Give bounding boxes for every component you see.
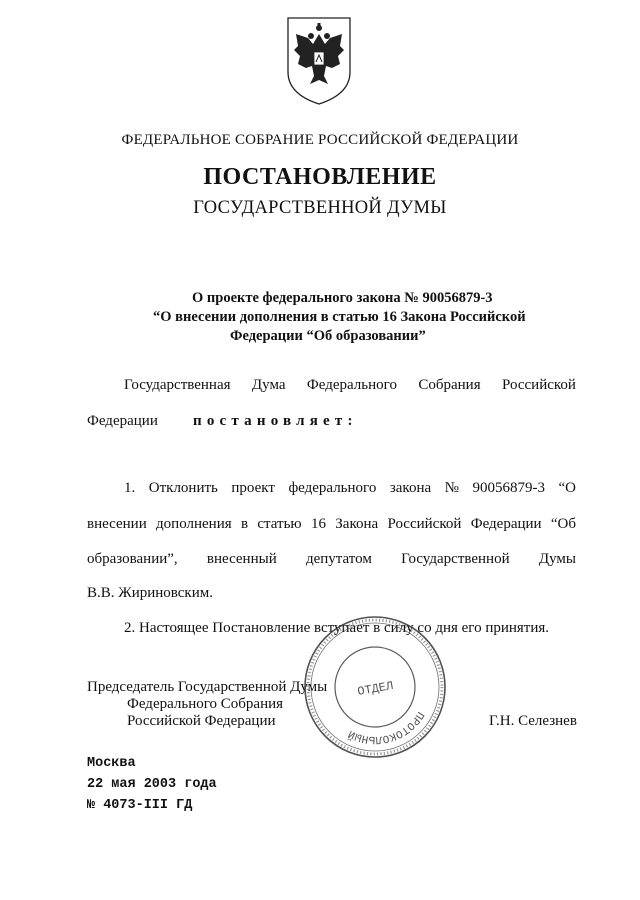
word: внесенный xyxy=(206,551,277,567)
word: Собрания xyxy=(418,377,481,393)
document-number: № 4073-III ГД xyxy=(87,798,193,813)
org-name: ФЕДЕРАЛЬНОЕ СОБРАНИЕ РОССИЙСКОЙ ФЕДЕРАЦИИ xyxy=(121,132,519,148)
svg-text:ПРОТОКОЛЬНЫЙ xyxy=(346,709,426,745)
doc-subtype-title: ГОСУДАРСТВЕННОЙ ДУМЫ xyxy=(193,198,447,218)
word: Думы xyxy=(538,551,576,567)
word: “О xyxy=(558,480,576,496)
stamp-ring-text: ПРОТОКОЛЬНЫЙ xyxy=(346,708,426,746)
signatory-title-line-1: Председатель Государственной Думы xyxy=(87,679,328,695)
stamp-inner-text: ОТДЕЛ xyxy=(356,678,395,699)
word: внесении xyxy=(87,516,147,532)
word: закона xyxy=(389,480,432,496)
word: статью xyxy=(257,516,302,532)
word: депутатом xyxy=(305,551,372,567)
item-2: 2. Настоящее Постановление вступает в силу со дня его принятия. xyxy=(124,620,550,636)
preamble-line-2: Федерации xyxy=(87,413,158,429)
word: Отклонить xyxy=(148,480,218,496)
date: 22 мая 2003 года xyxy=(87,777,217,792)
subject-line-3: Федерации “Об образовании” xyxy=(230,328,426,344)
doc-type-title: ПОСТАНОВЛЕНИЕ xyxy=(203,164,437,190)
word: Дума xyxy=(251,377,286,393)
word: проект xyxy=(231,480,275,496)
word: Федерации xyxy=(470,516,542,532)
word: Государственная xyxy=(124,377,231,393)
signatory-name: Г.Н. Селезнев xyxy=(489,713,577,729)
word: Российской xyxy=(502,377,576,393)
word: 90056879-3 xyxy=(472,480,545,496)
item-1-line-1 xyxy=(124,480,576,497)
word: образовании”, xyxy=(87,551,178,567)
subject-line-2: “О внесении дополнения в статью 16 Закона Российской xyxy=(153,309,526,325)
place: Москва xyxy=(87,756,136,771)
word: № xyxy=(444,480,459,496)
signatory-title-line-3: Российской Федерации xyxy=(127,713,276,729)
item-1-line-4: В.В. Жириновским. xyxy=(87,585,213,601)
signatory-title-line-2: Федерального Собрания xyxy=(127,696,284,712)
word: дополнения xyxy=(156,516,232,532)
coat-of-arms-emblem-icon xyxy=(284,14,354,106)
word: 16 xyxy=(310,516,326,532)
word: Федерального xyxy=(306,377,397,393)
word: федерального xyxy=(288,480,377,496)
decree-word: постановляет: xyxy=(193,413,358,429)
item-1-line-2 xyxy=(87,516,576,533)
word: Закона xyxy=(335,516,379,532)
official-stamp-seal-icon xyxy=(300,612,450,762)
item-1-line-3 xyxy=(87,551,576,568)
word: Государственной xyxy=(401,551,510,567)
word: Российской xyxy=(387,516,462,532)
word: 1. xyxy=(124,480,136,496)
subject-line-1: О проекте федерального закона № 90056879-3 xyxy=(192,290,493,306)
word: в xyxy=(240,516,249,532)
preamble-line-1 xyxy=(124,377,576,394)
word: “Об xyxy=(550,516,576,532)
